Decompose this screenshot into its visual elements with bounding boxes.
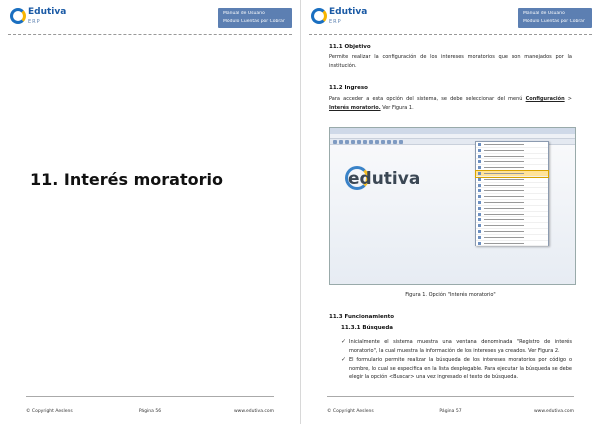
footer-copyright: © Copyright Aeslens bbox=[26, 409, 73, 414]
section-busqueda-heading: 11.3.1 Búsqueda bbox=[341, 325, 394, 331]
logo-name: Edutiva bbox=[329, 7, 368, 17]
screenshot-config-menu bbox=[475, 141, 549, 246]
ingreso-text-c: Ver Figura 1. bbox=[380, 104, 414, 111]
footer-page-number: Página 57 bbox=[439, 409, 462, 414]
header-divider bbox=[8, 34, 292, 35]
bullet-text: Inicialmente el sistema muestra una ventana denominada "Registro de interés moratorio", la cual muestra la información de los intereses ya creados. Ver Figura 2. bbox=[349, 339, 572, 354]
edutiva-logo-icon bbox=[10, 8, 26, 24]
section-objetivo-heading: 11.1 Objetivo bbox=[329, 44, 371, 50]
check-icon: ✓ bbox=[341, 356, 347, 363]
manual-title-box bbox=[518, 8, 592, 28]
list-item bbox=[341, 338, 572, 355]
manual-title: Manual de Usuario bbox=[223, 11, 265, 16]
list-item bbox=[341, 356, 572, 382]
busqueda-bullets bbox=[341, 338, 572, 383]
page-header bbox=[309, 6, 592, 36]
logo-sub: ERP bbox=[329, 19, 342, 25]
page-footer bbox=[327, 396, 574, 414]
manual-title-box bbox=[218, 8, 292, 28]
menu-link-interes-moratorio[interactable]: Interés moratorio. bbox=[329, 104, 381, 111]
module-title: Módulo Cuentas por Cobrar bbox=[523, 19, 585, 24]
section-funcionamiento-heading: 11.3 Funcionamiento bbox=[329, 314, 395, 320]
ingreso-text-b: > bbox=[564, 96, 572, 102]
figure-1-caption: Figura 1. Opción "Interés moratorio" bbox=[405, 292, 496, 298]
logo-name: Edutiva bbox=[28, 7, 67, 17]
edutiva-logo bbox=[309, 6, 389, 32]
edutiva-logo bbox=[8, 6, 88, 32]
section-ingreso-text bbox=[329, 95, 572, 112]
figure-1-screenshot bbox=[329, 127, 576, 285]
page-footer bbox=[26, 396, 274, 414]
logo-sub: ERP bbox=[28, 19, 41, 25]
bullet-text: El formulario permite realizar la búsqueda de los intereses moratorios por código o nombre, lo cual se especifica en la lista desplegable. Para ejecutar la búsqueda se debe elegir la opción <Buscar> una vez ingresado el texto de búsqueda. bbox=[349, 357, 572, 380]
module-title: Módulo Cuentas por Cobrar bbox=[223, 19, 285, 24]
footer-website: www.edutiva.com bbox=[233, 409, 274, 414]
header-divider bbox=[309, 34, 592, 35]
edutiva-logo-icon bbox=[311, 8, 327, 24]
ingreso-text-a: Para acceder a esta opción del sistema, se debe seleccionar del menú bbox=[329, 96, 526, 102]
section-objetivo-text: Permite realizar la configuración de los intereses moratorios que son manejados por la institución. bbox=[329, 54, 572, 69]
check-icon: ✓ bbox=[341, 338, 347, 345]
page-57 bbox=[300, 0, 600, 424]
page-header bbox=[8, 6, 292, 36]
menu-link-configuracion[interactable]: Configuración bbox=[525, 96, 565, 102]
chapter-title: 11. Interés moratorio bbox=[30, 170, 223, 189]
screenshot-logo: edutiva bbox=[348, 169, 421, 189]
footer-page-number: Página 56 bbox=[138, 409, 162, 414]
manual-title: Manual de Usuario bbox=[523, 11, 565, 16]
section-ingreso-heading: 11.2 Ingreso bbox=[329, 85, 368, 91]
footer-website: www.edutiva.com bbox=[533, 409, 574, 414]
footer-copyright: © Copyright Aeslens bbox=[327, 409, 374, 414]
